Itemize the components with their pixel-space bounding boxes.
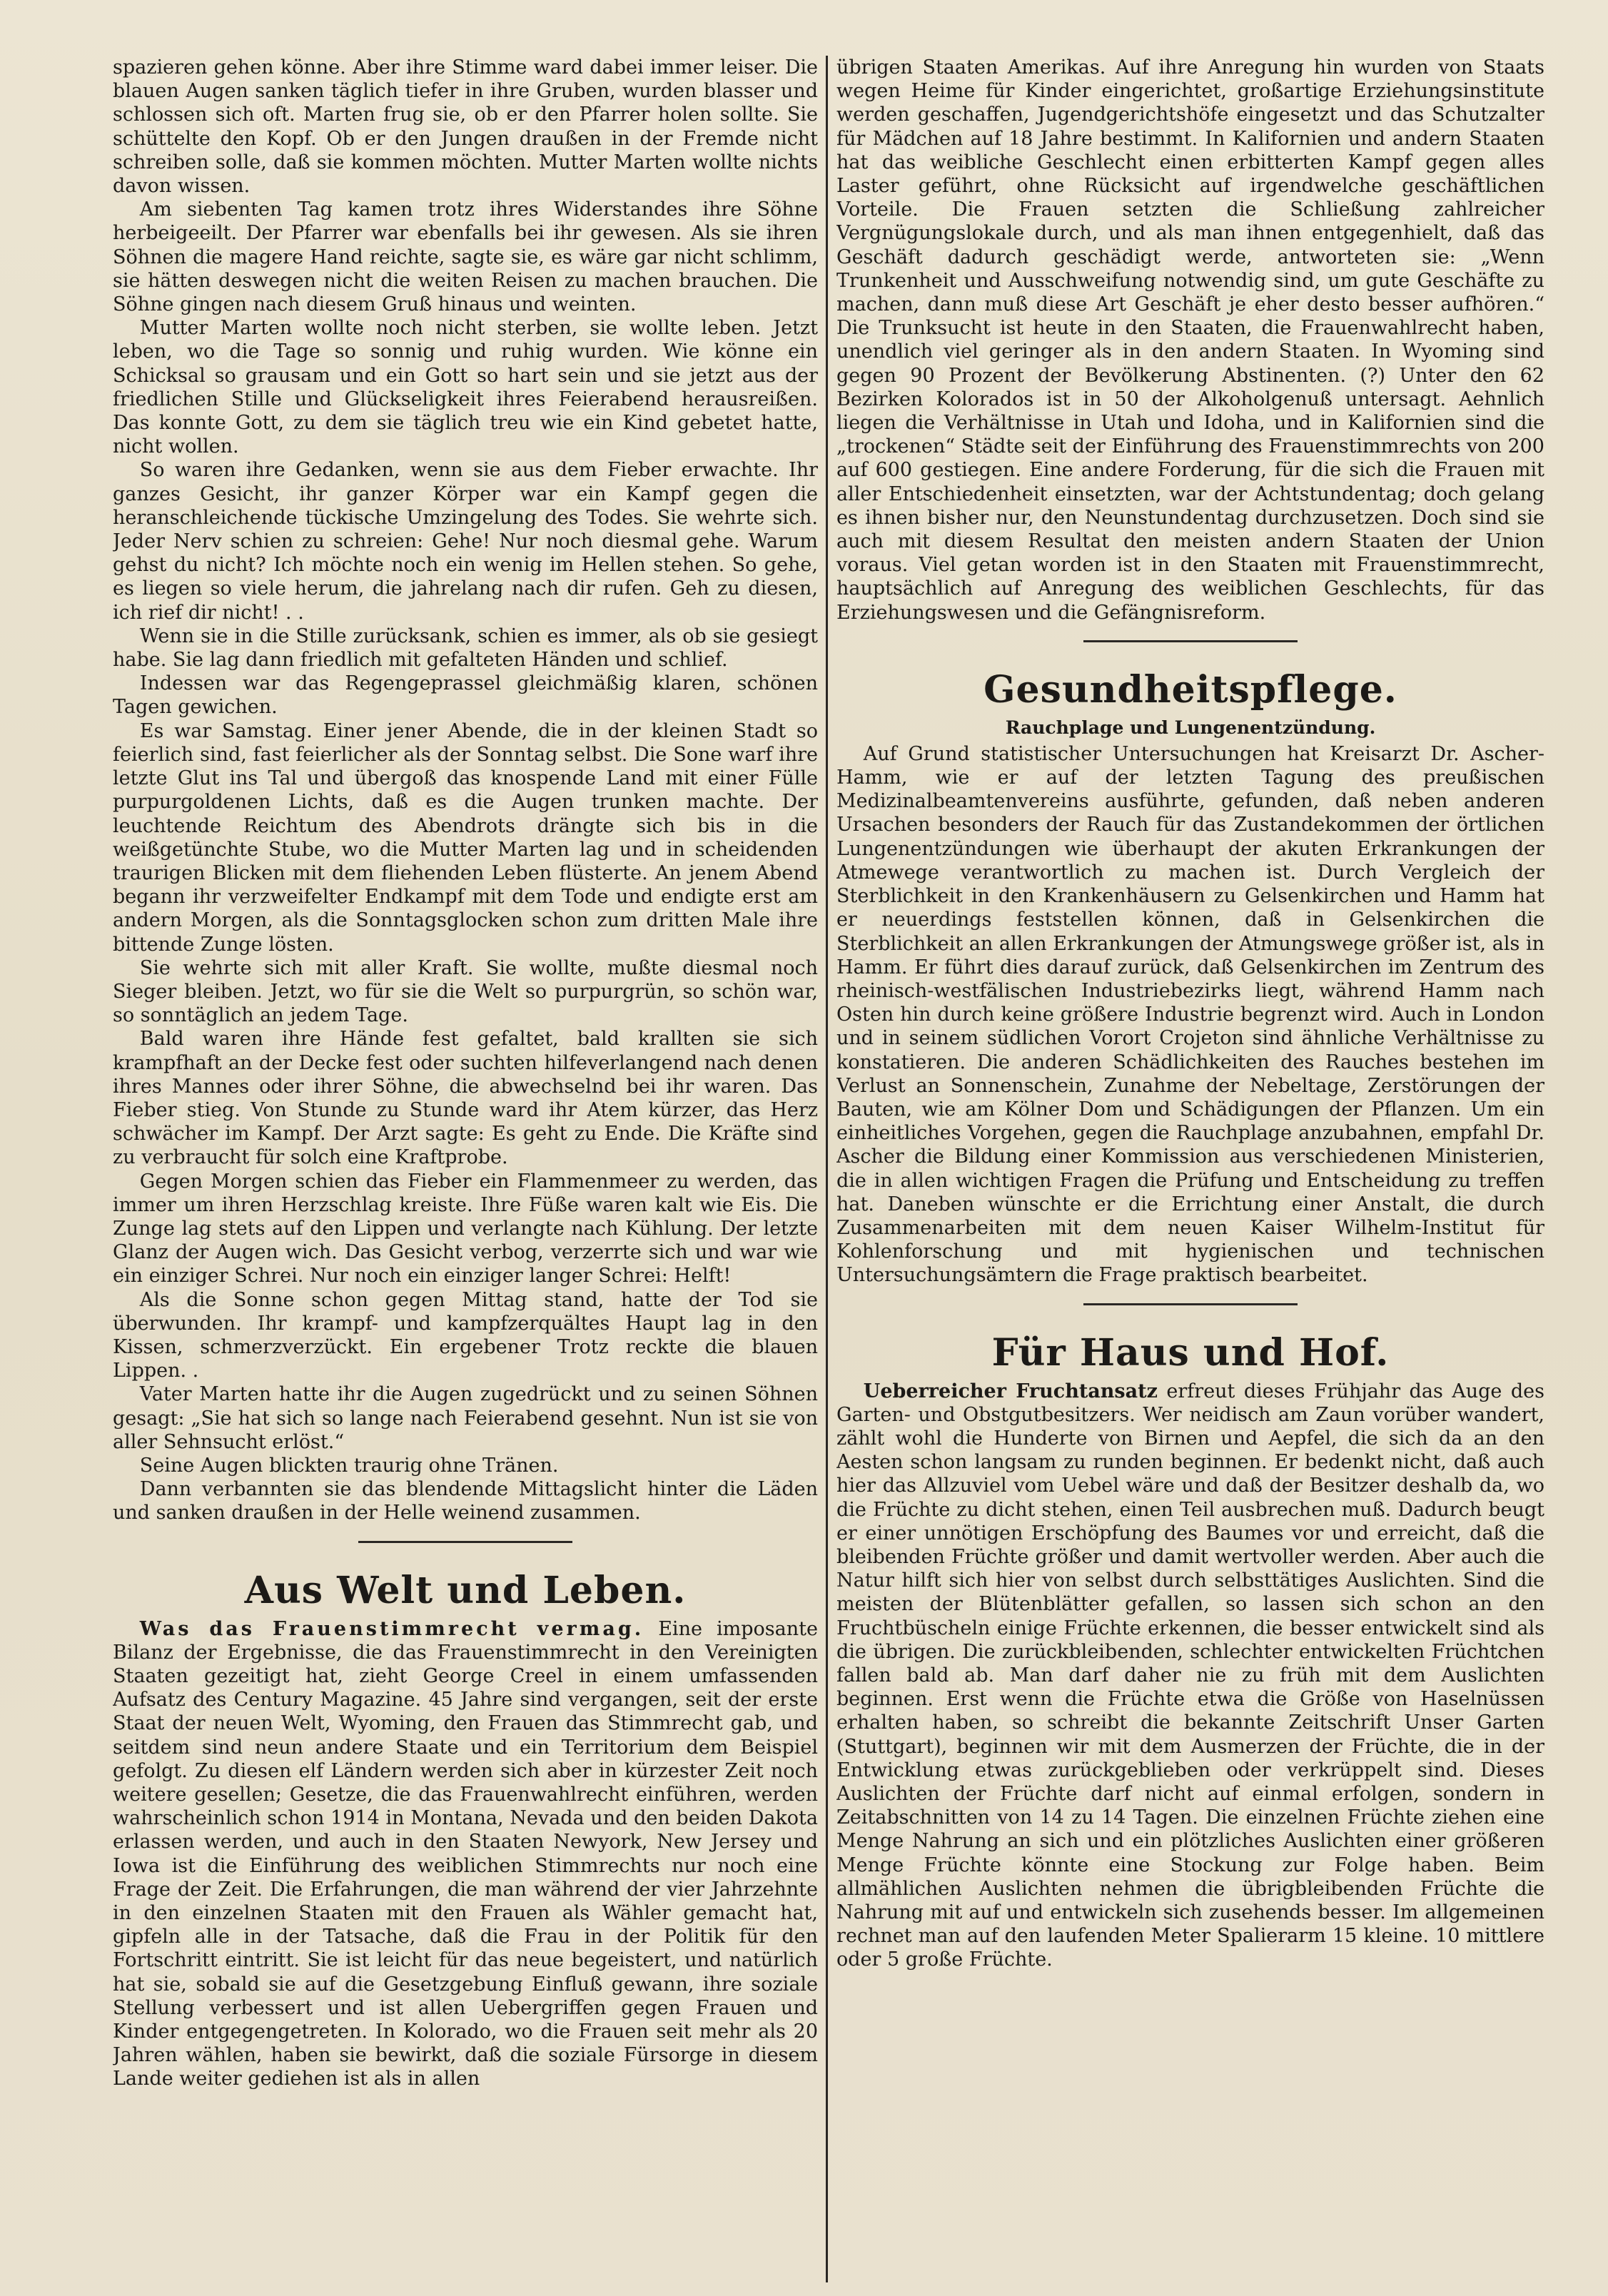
- story-paragraph: Wenn sie in die Stille zurücksank, schien es immer, als ob sie gesiegt habe. Sie lag dann friedlich mit gefalteten Händen und schlief.: [113, 624, 818, 672]
- article-paragraph: [113, 1617, 818, 2091]
- story-paragraph: Seine Augen blickten traurig ohne Tränen.: [139, 1454, 559, 1477]
- story-paragraph: Als die Sonne schon gegen Mittag stand, hatte der Tod sie überwunden. Ihr krampf- und kampfzerquältes Haupt lag in den Kissen, schmerzverzückt. Ein ergebener Trotz reckte die blauen Lippen. .: [113, 1288, 818, 1382]
- story-paragraph: Bald waren ihre Hände fest gefaltet, bald krallten sie sich krampfhaft an der Decke fest oder suchten hilfeverlangend nach denen ihres Mannes oder ihrer Söhne, die abwechselnd bei ihr waren. Das Fieber stieg. Von Stunde zu Stunde ward ihr Atem kürzer, das Herz schwächer im Kampf. Der Arzt sagte: Es geht zu Ende. Die Kräfte sind zu verbraucht für solch eine Kraftprobe.: [113, 1028, 818, 1169]
- health-subtitle: Rauchplage und Lungenentzündung.: [1005, 717, 1376, 738]
- section-divider: [1083, 1303, 1298, 1305]
- column-divider: [826, 56, 828, 2282]
- home-lead: Ueberreicher Fruchtansatz: [863, 1380, 1158, 1402]
- story-paragraph: So waren ihre Gedanken, wenn sie aus dem Fieber erwachte. Ihr ganzes Gesicht, ihr ganzer Körper war ein Kampf gegen die heranschleichende tückische Umzingelung des Todes. Sie wehrte sich. Jeder Nerv schien zu schreien: Gehe! Nur noch diesmal gehe. Warum gehst du nicht? Ich möchte noch ein wenig im Hellen stehen. So gehe, es liegen so viele herum, die jahrelang nach dir rufen. Geh zu diesen, ich rief dir nicht! . .: [113, 459, 818, 624]
- section-title-health: Gesundheitspflege.: [983, 667, 1397, 712]
- story-paragraph: Am siebenten Tag kamen trotz ihres Widerstandes ihre Söhne herbeigeeilt. Der Pfarrer war ebenfalls bei ihr gewesen. Als sie ihren Söhnen die magere Hand reichte, sagte sie, es wäre gar nicht schlimm, sie hätten deswegen nicht die weiten Reisen zu machen brauchen. Die Söhne gingen nach diesem Gruß hinaus und weinten.: [113, 198, 818, 316]
- home-text: erfreut dieses Frühjahr das Auge des Garten- und Obstgutbesitzers. Wer neidisch am Zaun vorüber wandert, zählt wohl die Hunderte von Birnen und Aepfel, die sich da an den Aesten schon langsam zu runden beginnen. Er bedenkt nicht, daß auch hier das Allzuviel vom Uebel wäre und daß der Besitzer deshalb da, wo die Früchte zu dicht stehen, einen Teil ausbrechen muß. Dadurch beugt er einer unnötigen Erschöpfung des Baumes vor und erreicht, daß die bleibenden Früchte größer und damit wertvoller werden. Aber auch die Natur hilft sich hier von selbst durch selbsttätiges Auslichten. Sind die meisten der Blütenblätter gefallen, so lassen sich schon an den Fruchtbüscheln einige Früchte erkennen, die besser entwickelt sind als die übrigen. Die zurückbleibenden, schlechter entwickelten Früchtchen fallen bald ab. Man darf daher nie zu früh mit dem Auslichten beginnen. Erst wenn die Früchte etwa die Größe von Haselnüssen erhalten haben, so schreibt die bekannte Zeitschrift Unser Garten (Stuttgart), beginnen wir mit dem Ausmerzen der Früchte, die in der Entwicklung etwas zurückgeblieben oder verkrüppelt sind. Dieses Auslichten der Früchte darf nicht auf einmal erfolgen, sondern in Zeitabschnitten von 14 zu 14 Tagen. Die einzelnen Früchte ziehen eine Menge Nahrung an sich und ein plötzliches Auslichten einer größeren Menge Früchte könnte eine Stockung zur Folge haben. Beim allmählichen Auslichten nehmen die übrigbleibenden Früchte die Nahrung mit auf und entwickeln sich zusehends besser. Im allgemeinen rechnet man auf den laufenden Meter Spalierarm 15 kleine. 10 mittlere oder 5 große Früchte.: [836, 1380, 1544, 1971]
- section-title-home: Für Haus und Hof.: [991, 1330, 1390, 1375]
- story-paragraph: Mutter Marten wollte noch nicht sterben, sie wollte leben. Jetzt leben, wo die Tage so sonnig und ruhig wurden. Wie könne ein Schicksal so grausam und ein Gott so hart sein und sie jetzt aus der friedlichen Stille und Glückseligkeit ihres Feierabend herausreißen. Das konnte Gott, zu dem sie täglich treu wie ein Kind gebetet hatte, nicht wollen.: [113, 317, 818, 458]
- article-text: Eine imposante Bilanz der Ergebnisse, die das Frauenstimmrecht in den Vereinigten Staaten gezeitigt hat, zieht George Creel in einem umfassenden Aufsatz des Century Magazine. 45 Jahre sind vergangen, seit der erste Staat der neuen Welt, Wyoming, den Frauen das Stimmrecht gab, und seitdem sind neun andere Staate und ein Territorium dem Beispiel gefolgt. Zu diesen elf Ländern werden sich aber in kürzester Zeit noch weitere gesellen; Gesetze, die das Frauenwahlrecht einführen, werden wahrscheinlich schon 1914 in Montana, Nevada und den beiden Dakota erlassen werden, und auch in den Staaten Newyork, New Jersey und Iowa ist die Einführung des weiblichen Stimmrechts nur noch eine Frage der Zeit. Die Erfahrungen, die man während der vier Jahrzehnte in den einzelnen Staaten mit den Frauen als Wähler gemacht hat, gipfeln alle in der Tatsache, daß die Frau in der Politik für den Fortschritt eintritt. Sie ist leicht für das neue begeistert, und natürlich hat sie, sobald sie auf die Gesetzgebung Einfluß gewann, ihre soziale Stellung verbessert und ist allen Uebergriffen gegen Frauen und Kinder entgegengetreten. In Kolorado, wo die Frauen seit mehr als 20 Jahren wählen, haben sie bewirkt, daß die soziale Fürsorge in diesem Lande weiter gediehen ist als in allen: [113, 1617, 818, 2090]
- right-column: [836, 56, 1544, 2282]
- home-paragraph: [836, 1380, 1544, 1972]
- story-paragraph: Es war Samstag. Einer jener Abende, die in der kleinen Stadt so feierlich sind, fast feierlicher als der Sonntag selbst. Die Sone warf ihre letzte Glut ins Tal und übergoß das knospende Land mit einer Fülle purpurgoldenen Lichts, daß es die Augen trunken machte. Der leuchtende Reichtum des Abendrots drängte sich bis in die weißgetünchte Stube, wo die Mutter Marten lag und in scheidenden traurigen Blicken mit dem fliehenden Leben flüsterte. An jenem Abend begann ihr verzweifelter Endkampf mit dem Tode und endigte erst am andern Morgen, als die Sonntagsglocken schon zum dritten Male ihre bittende Zunge lösten.: [113, 719, 818, 956]
- article-lead: Was das Frauenstimmrecht vermag.: [139, 1617, 644, 1640]
- section-divider: [1083, 640, 1298, 642]
- story-paragraph: Indessen war das Regengeprassel gleichmäßig klaren, schönen Tagen gewichen.: [113, 672, 818, 719]
- section-divider: [358, 1541, 572, 1543]
- left-column: [113, 56, 818, 2282]
- story-paragraph: spazieren gehen könne. Aber ihre Stimme ward dabei immer leiser. Die blauen Augen sanken täglich tiefer in ihre Gruben, wurden blasser und schlossen sich oft. Marten frug sie, ob er den Pfarrer holen sollte. Sie schüttelte den Kopf. Ob er den Jungen draußen in der Fremde nicht schreiben solle, daß sie kommen möchten. Mutter Marten wollte nichts davon wissen.: [113, 56, 818, 198]
- story-paragraph: Vater Marten hatte ihr die Augen zugedrückt und zu seinen Söhnen gesagt: „Sie hat sich so lange nach Feierabend gesehnt. Nun ist sie von aller Sehnsucht erlöst.“: [113, 1383, 818, 1453]
- story-paragraph: Sie wehrte sich mit aller Kraft. Sie wollte, mußte diesmal noch Sieger bleiben. Jetzt, wo für sie die Welt so purpurgrün, so schön war, so sonntäglich an jedem Tage.: [113, 956, 818, 1027]
- section-title-world: Aus Welt und Leben.: [244, 1568, 687, 1612]
- story-paragraph: Gegen Morgen schien das Fieber ein Flammenmeer zu werden, das immer um ihren Herzschlag kreiste. Ihre Füße waren kalt wie Eis. Die Zunge lag stets auf den Lippen und verlangte nach Kühlung. Der letzte Glanz der Augen wich. Das Gesicht verbog, verzerrte sich und war wie ein einziger Schrei. Nur noch ein einziger langer Schrei: Helft!: [113, 1170, 818, 1288]
- health-paragraph: Auf Grund statistischer Untersuchungen hat Kreisarzt Dr. Ascher-Hamm, wie er auf der letzten Tagung des preußischen Medizinalbeamtenvereins ausführte, gefunden, daß neben anderen Ursachen besonders der Rauch für das Zustandekommen der örtlichen Lungenentzündungen wie überhaupt der akuten Erkrankungen der Atmewege verantwortlich zu machen ist. Durch Vergleich der Sterblichkeit in den Krankenhäusern zu Gelsenkirchen und Hamm hat er neuerdings feststellen können, daß in Gelsenkirchen die Sterblichkeit an allen Erkrankungen der Atmungswege größer ist, als in Hamm. Er führt dies darauf zurück, daß Gelsenkirchen im Zentrum des rheinisch-westfälischen Industriebezirks liegt, während Hamm nach Osten hin durch keine größere Industrie begrenzt wird. Auch in London und in seinem südlichen Vorort Crojeton sind ähnliche Verhältnisse zu konstatieren. Die anderen Schädlichkeiten des Rauches bestehen im Verlust an Sonnenschein, Zunahme der Nebeltage, Zerstörungen der Bauten, wie am Kölner Dom und Schädigungen der Pflanzen. Um ein einheitliches Vorgehen, gegen die Rauchplage anzubahnen, empfahl Dr. Ascher die Bildung einer Kommission aus verschiedenen Ministerien, die in allen wichtigen Fragen die Prüfung und Entscheidung zu treffen hat. Daneben wünschte er die Errichtung einer Anstalt, die durch Zusammenarbeiten mit dem neuen Kaiser Wilhelm-Institut für Kohlenforschung und mit hygienischen und technischen Untersuchungsämtern die Frage praktisch bearbeitet.: [836, 742, 1544, 1287]
- article-continuation: übrigen Staaten Amerikas. Auf ihre Anregung hin wurden von Staats wegen Heime für Kinder eingerichtet, großartige Erziehungsinstitute werden geschaffen, Jugendgerichtshöfe eingesetzt und das Schutzalter für Mädchen auf 18 Jahre bestimmt. In Kalifornien und andern Staaten hat das weibliche Geschlecht einen erbitterten Kampf gegen alles Laster geführt, ohne Rücksicht auf irgendwelche geschäftlichen Vorteile. Die Frauen setzten die Schließung zahlreicher Vergnügungslokale durch, und als man ihnen entgegenhielt, daß das Geschäft dadurch geschädigt werde, antworteten sie: „Wenn Trunkenheit und Ausschweifung notwendig sind, um gute Geschäfte zu machen, dann muß diese Art Geschäft je eher desto besser aufhören.“ Die Trunksucht ist heute in den Staaten, die Frauenwahlrecht haben, unendlich viel geringer als in den andern Staaten. In Wyoming sind gegen 90 Prozent der Bevölkerung Abstinenten. (?) Unter den 62 Bezirken Kolorados ist in 50 der Alkoholgenuß untersagt. Aehnlich liegen die Verhältnisse in Utah und Idoha, und in Kalifornien sind die „trockenen“ Städte seit der Einführung des Frauenstimmrechts von 200 auf 600 gestiegen. Eine andere Forderung, für die sich die Frauen mit aller Entschiedenheit einsetzten, war der Achtstundentag; doch gelang es ihnen bisher nur, den Neunstundentag durchzusetzen. Doch sind sie auch mit diesem Resultat den meisten andern Staaten der Union voraus. Viel getan worden ist in den Staaten mit Frauenstimmrecht, hauptsächlich auf Anregung des weiblichen Geschlechts, für das Erziehungswesen und die Gefängnisreform.: [836, 56, 1544, 624]
- story-paragraph: Dann verbannten sie das blendende Mittagslicht hinter die Läden und sanken draußen in der Helle weinend zusammen.: [113, 1478, 818, 1524]
